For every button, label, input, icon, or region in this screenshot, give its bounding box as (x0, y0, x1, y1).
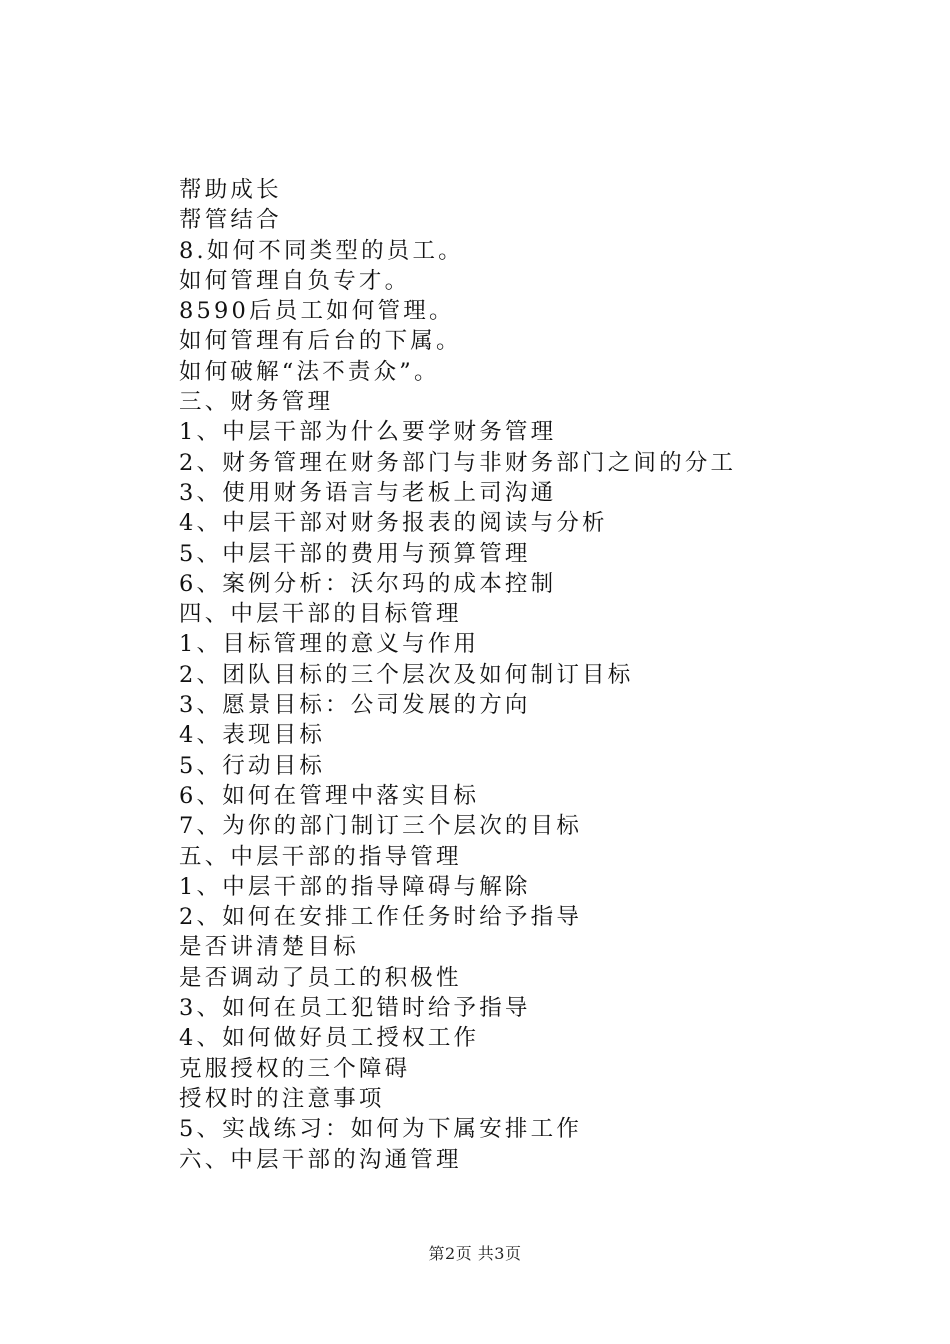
text-line: 如何破解“法不责众”。 (179, 358, 440, 385)
text-line: 3、使用财务语言与老板上司沟通 (179, 479, 557, 506)
text-line: 授权时的注意事项 (179, 1085, 385, 1112)
text-line: 是否讲清楚目标 (179, 934, 359, 961)
text-line: 克服授权的三个障碍 (179, 1055, 411, 1082)
section-heading: 三、财务管理 (179, 389, 334, 416)
text-line: 1、中层干部为什么要学财务管理 (179, 419, 557, 446)
text-line: 4、中层干部对财务报表的阅读与分析 (179, 510, 608, 537)
text-line: 8.如何不同类型的员工。 (179, 237, 464, 264)
text-line: 3、愿景目标：公司发展的方向 (179, 692, 531, 719)
text-line: 2、如何在安排工作任务时给予指导 (179, 904, 583, 931)
text-line: 2、团队目标的三个层次及如何制订目标 (179, 661, 634, 688)
section-heading: 五、中层干部的指导管理 (179, 843, 462, 870)
text-line: 8590后员工如何管理。 (179, 298, 455, 325)
text-line: 如何管理自负专才。 (179, 267, 411, 294)
text-line: 5、中层干部的费用与预算管理 (179, 540, 531, 567)
section-heading: 六、中层干部的沟通管理 (179, 1146, 462, 1173)
text-line: 6、如何在管理中落实目标 (179, 782, 480, 809)
text-line: 如何管理有后台的下属。 (179, 328, 462, 355)
text-line: 帮助成长 (179, 177, 282, 203)
text-line: 4、如何做好员工授权工作 (179, 1025, 480, 1052)
section-heading: 四、中层干部的目标管理 (179, 601, 462, 628)
page-number-footer: 第2页 共3页 (428, 1244, 522, 1263)
text-line: 2、财务管理在财务部门与非财务部门之间的分工 (179, 449, 737, 476)
text-line: 1、目标管理的意义与作用 (179, 631, 480, 658)
text-line: 7、为你的部门制订三个层次的目标 (179, 813, 583, 840)
text-line: 5、实战练习：如何为下属安排工作 (179, 1116, 583, 1143)
text-line: 1、中层干部的指导障碍与解除 (179, 873, 531, 900)
text-line: 帮管结合 (179, 207, 282, 234)
text-line: 6、案例分析：沃尔玛的成本控制 (179, 570, 557, 597)
text-line: 是否调动了员工的积极性 (179, 964, 462, 991)
text-line: 3、如何在员工犯错时给予指导 (179, 995, 531, 1022)
text-line: 4、表现目标 (179, 722, 326, 749)
document-body (179, 175, 899, 1175)
text-line: 5、行动目标 (179, 752, 326, 779)
